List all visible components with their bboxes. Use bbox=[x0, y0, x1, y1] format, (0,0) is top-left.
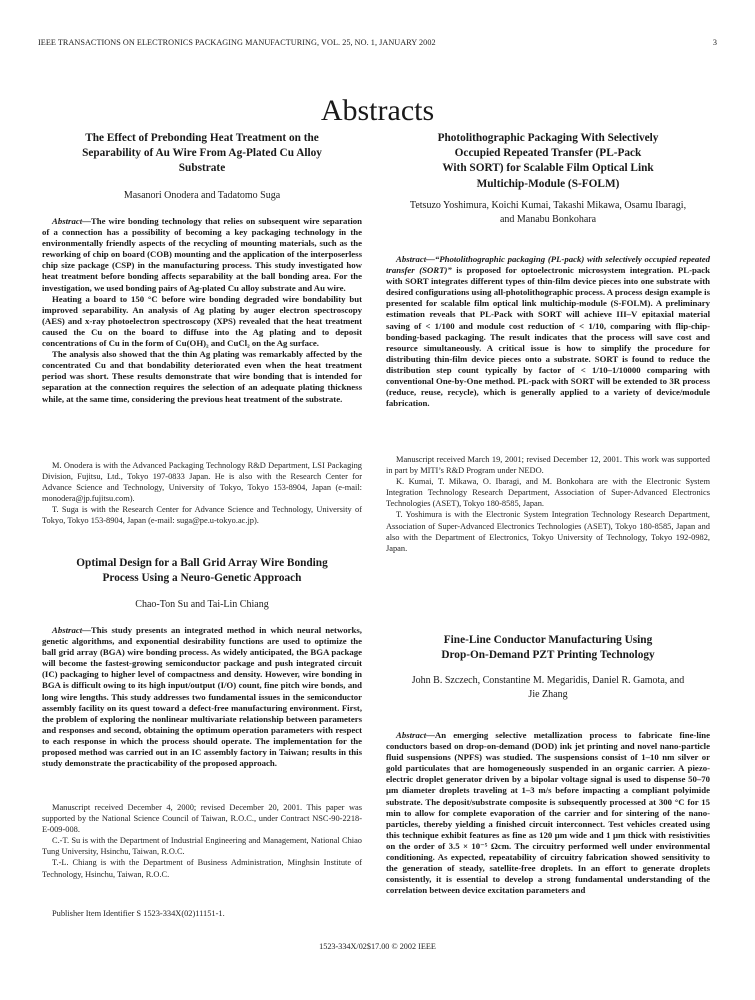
article-1-footnotes: M. Onodera is with the Advanced Packaging Technology R&D Department, LSI Packaging Division, Fujitsu, Ltd., Tokyo 197-0833 Japan. He is also with the Research Center for Advance Science and Technology, University of Tokyo, Tokyo 153-8904, Japan (e-mail: monodera@jp.fujitsu.com). T. Suga is with the Research Center for Advance Science and Technology, University of Tokyo, Tokyo 153-8904, Japan (e-mail: suga@pe.u-tokyo.ac.jp). bbox=[42, 461, 362, 526]
article-4-abstract: Abstract—An emerging selective metallization process to fabricate fine-line conductors based on drop-on-demand (DOD) ink jet printing and novel nano-particle fluid suspensions (NPFS) was studied. The suspensions consist of 1–10 nm silver or gold particulates that are homogeneously suspended in an organic carrier. A piezo-electric droplet generator driven by a bipolar voltage signal is used to dispense 50–70 μm diameter droplets traveling at 1–3 m/s before impacting a compliant polyimide substrate. The deposit/substrate composite is subsequently processed at 300 °C for 15 min to allow for complete evaporation of the carrier and for sintering of the nano-particles, thereby yielding a finished circuit interconnect. Test vehicles created using this technique exhibit features as fine as 120 μm wide and 1 μm thick with resistivities on the order of 3.5 × 10⁻⁵ Ωcm. The circuitry performed well under environmental conditioning. As expected, repeatability of circuitry fabrication showed sensitivity to the generation of steady, satellite-free droplets. In an effort to generate droplets consistently, it is essential to develop a strong fundamental understanding of the correlation between device excitation parameters and bbox=[386, 730, 710, 896]
article-2-title: Optimal Design for a Ball Grid Array Wire Bonding Process Using a Neuro-Genetic Approach bbox=[76, 557, 328, 585]
journal-name: IEEE TRANSACTIONS ON ELECTRONICS PACKAGING MANUFACTURING, VOL. 25, NO. 1, JANUARY 2002 bbox=[38, 38, 436, 47]
right-column bbox=[386, 0, 710, 1000]
article-2-authors: Chao-Ton Su and Tai-Lin Chiang bbox=[135, 599, 269, 610]
publisher-item-identifier: Publisher Item Identifier S 1523-334X(02)11151-1. bbox=[52, 909, 225, 918]
article-3-abstract: Abstract—“Photolithographic packaging (PL-pack) with selectively occupied repeated transfer (SORT)” is proposed for optoelectronic microsystem integration. PL-pack with SORT integrates different types of thin-film device pieces into one substrate with desired configurations using all-photolithographic process. A process design example is presented for scalable film optical link multichip-module (S-FOLM). A preliminary estimation reveals that PL-Pack with SORT will achieve III–V epitaxial material saving of < 1/100 and module cost reduction of < 1/10, comparing with flip-chip-bonding-based packaging. The result indicates that the process will save cost and resource simultaneously. A critical issue is how to simplify the procedure for distributing thin-film device pieces onto a substrate. SORT is found to reduce the distribution step count typically by factor of < 1/10–1/10000 comparing with conventional One-by-One method. PL-pack with SORT will be extended to 3R process (reduce, reuse, recycle), which is generally applied to a variety of device/module fabrication. bbox=[386, 254, 710, 409]
article-1-title: The Effect of Prebonding Heat Treatment on the Separability of Au Wire From Ag-Plated Cu Alloy Substrate bbox=[82, 132, 322, 175]
article-1-abstract: Abstract—The wire bonding technology that relies on subsequent wire separation of a connection has a possibility of becoming a key packaging technology in the environmentally friendly aspects of the recycling of mounting materials, such as the reworking of chip on board (COB) mounting and the application of the interposerless chip size package (CSP) in the manufacturing process. This study investigated how heat treatment before bonding affects separability at the ball bonding area. For the investigation, we used bonding pairs of Ag-plated Cu alloy substrate and Au wire. Heating a board to 150 °C before wire bonding degraded wire bondability but improved separability. An analysis of Ag plating by auger electron spectroscopy (AES) and x-ray photoelectron spectroscopy (XPS) revealed that the heat treatment caused the Cu on the board to diffuse into the Ag plating and to deposit concentrations of Cu in the form of Cu(OH)₂ and CuCl₂ on the Ag surface. The analysis also showed that the thin Ag plating was remarkably affected by the concentrated Cu and that bondability deteriorated even when the heat treatment period was short. These results demonstrate that wire bonding that is intended for separation at the connection requires the selection of an adequate plating thickness while, at the same time, considering the previous heat treatment of the substrate. bbox=[42, 216, 362, 404]
article-2-footnotes: Manuscript received December 4, 2000; revised December 20, 2001. This paper was supported by the National Science Council of Taiwan, R.O.C., under Contract NSC-90-2218-E-009-008. C.-T. Su is with the Department of Industrial Engineering and Management, National Chiao Tung University, Hsinchu, Taiwan, R.O.C. T.-L. Chiang is with the Department of Business Administration, Minghsin Institute of Technology, Hsinchu, Taiwan, R.O.C. bbox=[42, 803, 362, 879]
left-column bbox=[42, 0, 362, 1000]
page-number: 3 bbox=[712, 38, 717, 47]
article-4-authors: John B. Szczech, Constantine M. Megaridis, Daniel R. Gamota, and Jie Zhang bbox=[411, 675, 685, 700]
article-3-authors: Tetsuzo Yoshimura, Koichi Kumai, Takashi Mikawa, Osamu Ibaragi, and Manabu Bonkohara bbox=[409, 200, 687, 225]
article-2-abstract: Abstract—This study presents an integrated method in which neural networks, genetic algorithms, and exponential desirability functions are used to optimize the ball grid array (BGA) wire bonding process. As widely anticipated, the BGA package will become the fastest-growing semiconductor package and push integrated circuit (IC) packaging to higher level of compactness and density. However, wire bonding in BGA is difficult owing to its high input/output (I/O) count, fine pitch wire bonds, and long wire lengths. This study addresses two fundamental issues in the semiconductor assembly facility on its quest toward a defect-free manufacturing environment. First, the problem of exploring the nonlinear multivariate relationship between parameters and responses and second, obtaining the optimum operation parameters with respect to each response in which the process should operate. The implementation for the proposed method was carried out in an IC assembly factory in Taiwan; results in this study demonstrate the practicability of the proposed approach. bbox=[42, 625, 362, 769]
article-4-title: Fine-Line Conductor Manufacturing Using Drop-On-Demand PZT Printing Technology bbox=[441, 634, 655, 662]
article-3-title: Photolithographic Packaging With Selectively Occupied Repeated Transfer (PL-Pack With SORT) for Scalable Film Optical Link Multichip-Module (S-FOLM) bbox=[437, 132, 659, 190]
copyright-footer: 1523-334X/02$17.00 © 2002 IEEE bbox=[319, 942, 436, 951]
article-1-authors: Masanori Onodera and Tadatomo Suga bbox=[123, 190, 281, 201]
page-title: Abstracts bbox=[320, 94, 435, 128]
article-3-footnotes: Manuscript received March 19, 2001; revised December 12, 2001. This work was supported in part by MITI’s R&D Program under NEDO. K. Kumai, T. Mikawa, O. Ibaragi, and M. Bonkohara are with the Electronic System Integration Technology Research Department, Association of Super-Advanced Electronics Technologies (ASET), Tokyo 180-8585, Japan. T. Yoshimura is with the Electronic System Integration Technology Research Department, Association of Super-Advanced Electronics Technologies (ASET), Tokyo 180-8585, Japan and also with the Department of Electronics, Tokyo University of Technology, Tokyo 192-0982, Japan. bbox=[386, 455, 710, 553]
